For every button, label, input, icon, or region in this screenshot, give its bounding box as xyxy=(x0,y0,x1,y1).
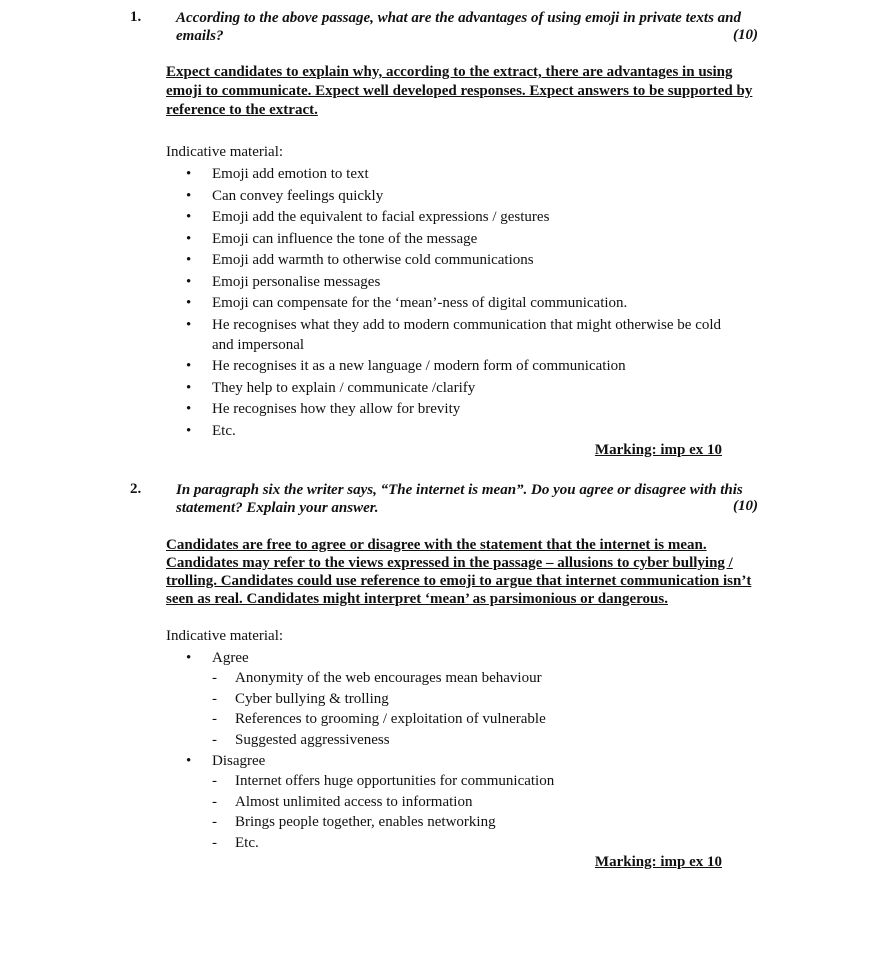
question-1-marks: (10) xyxy=(733,27,758,43)
list-item-agree: • Agree xyxy=(186,648,746,668)
list-item: • They help to explain / communicate /clarify xyxy=(186,378,746,398)
list-item: • Emoji add emotion to text xyxy=(186,164,746,184)
question-1-indicative-list xyxy=(186,164,746,442)
list-item: - Internet offers huge opportunities for communication xyxy=(210,771,610,792)
list-item-disagree: • Disagree xyxy=(186,751,746,771)
list-item: • Emoji personalise messages xyxy=(186,272,746,292)
question-2-number: 2. xyxy=(130,481,142,497)
list-item: - Anonymity of the web encourages mean behaviour xyxy=(210,668,610,689)
list-item: • Can convey feelings quickly xyxy=(186,186,746,206)
list-item: • Emoji can compensate for the ‘mean’-ness of digital communication. xyxy=(186,293,746,313)
list-item: - Cyber bullying & trolling xyxy=(210,689,610,710)
list-item: • He recognises it as a new language / modern form of communication xyxy=(186,356,746,376)
list-item: - Etc. xyxy=(210,833,610,854)
question-2-indicative-label: Indicative material: xyxy=(166,628,284,644)
list-item: • Emoji add warmth to otherwise cold communications xyxy=(186,250,746,270)
list-item: • Etc. xyxy=(186,421,746,441)
question-1-indicative-label: Indicative material: xyxy=(166,144,284,160)
list-item: - References to grooming / exploitation of vulnerable xyxy=(210,709,610,730)
list-item: - Suggested aggressiveness xyxy=(210,730,610,751)
list-item: • Emoji add the equivalent to facial expressions / gestures xyxy=(186,207,746,227)
question-2-guidance: Candidates are free to agree or disagree with the statement that the internet is mean. Candidates may refer to the views expressed in the passage – allusions to cyber bullying / trolling. Candidates could use reference to emoji to argue that internet communication isn’t seen as real. Candidates might interpret ‘mean’ as parsimonious or dangerous. xyxy=(166,537,752,607)
question-2-prompt: In paragraph six the writer says, “The internet is mean”. Do you agree or disagree with this statement? Explain your answer. xyxy=(176,482,743,516)
question-1-guidance: Expect candidates to explain why, according to the extract, there are advantages in using emoji to communicate. Expect well developed responses. Expect answers to be supported by reference to the extract. xyxy=(166,64,753,118)
question-1-marking: Marking: imp ex 10 xyxy=(594,442,722,458)
question-2-marks: (10) xyxy=(733,498,758,514)
list-item: - Almost unlimited access to information xyxy=(210,792,610,813)
question-1-number: 1. xyxy=(130,9,142,25)
list-item: - Brings people together, enables networking xyxy=(210,812,610,833)
agree-points xyxy=(210,668,610,750)
list-item: • He recognises what they add to modern communication that might otherwise be cold and impersonal xyxy=(186,315,746,355)
question-2-marking: Marking: imp ex 10 xyxy=(594,854,722,870)
disagree-points xyxy=(210,771,610,853)
question-1-prompt: According to the above passage, what are the advantages of using emoji in private texts and emails? xyxy=(176,10,742,44)
disagree-list xyxy=(186,751,746,773)
list-item: • Emoji can influence the tone of the message xyxy=(186,229,746,249)
list-item: • He recognises how they allow for brevity xyxy=(186,399,746,419)
agree-list xyxy=(186,648,746,670)
